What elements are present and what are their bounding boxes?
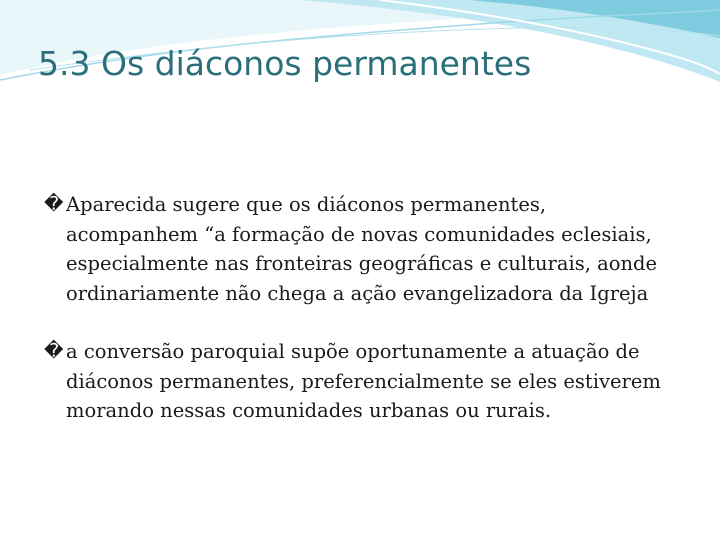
slide-title: 5.3 Os diáconos permanentes [38,44,532,83]
bullet-text: a conversão paroquial supõe oportunamente a atuação de diáconos permanentes, preferencialmente se eles estiverem morando nessas comunidades urbanas ou rurais. [66,340,661,422]
bullet-text: Aparecida sugere que os diáconos permanentes, acompanhem “a formação de novas comunidades eclesiais, especialmente nas fronteiras geográficas e culturais, aonde ordinariamente não chega a ação evangelizadora da Igreja [66,193,658,305]
bullet-marker-icon: � [44,340,64,362]
bullet-item [44,190,684,308]
slide-body [44,190,684,455]
bullet-item [44,337,684,426]
bullet-marker-icon: � [44,193,64,215]
